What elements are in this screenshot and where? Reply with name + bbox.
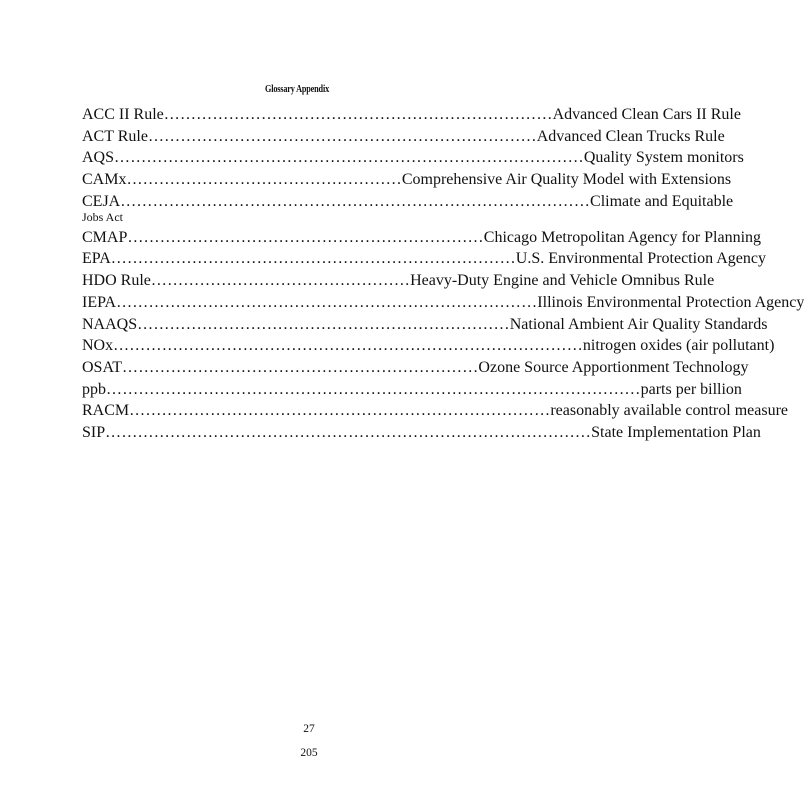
entry-definition: National Ambient Air Quality Standards [509, 315, 768, 333]
entry-definition: Comprehensive Air Quality Model with Extensions [401, 171, 732, 189]
leader-dots: …………………………………………………………………… [129, 402, 551, 420]
page-title: Glossary Appendix [264, 84, 330, 95]
entry-term: OSAT [82, 358, 123, 376]
glossary-entry [82, 314, 768, 336]
leader-dots: ………………………………………………………………… [110, 250, 516, 268]
leader-dots: ………………………………………………………… [127, 228, 484, 246]
glossary-entry [82, 104, 741, 126]
leader-dots: ………………………………………… [150, 272, 411, 290]
entry-definition: Advanced Clean Trucks Rule [536, 127, 725, 145]
glossary-entry [82, 169, 732, 191]
entry-definition: Chicago Metropolitan Agency for Planning [483, 228, 762, 246]
entry-definition: Ozone Source Apportionment Technology [478, 358, 749, 376]
glossary-entry [82, 379, 742, 401]
entry-term: EPA [82, 250, 111, 268]
entry-definition: nitrogen oxides (air pollutant) [582, 337, 775, 355]
glossary-entry [82, 248, 766, 270]
glossary-entry [82, 191, 734, 227]
entry-term: CAMx [82, 171, 127, 189]
glossary-entry [82, 147, 744, 169]
entry-definition: U.S. Environmental Protection Agency [515, 250, 766, 268]
entry-term: RACM [82, 402, 130, 420]
entry-definition-continuation: Jobs Act [82, 209, 124, 224]
leader-dots: ……………………………………………………………………………… [105, 423, 592, 441]
entry-definition: Quality System monitors [583, 149, 744, 167]
entry-definition: parts per billion [640, 380, 742, 398]
entry-term: SIP [82, 423, 106, 441]
entry-term: NAAQS [82, 315, 138, 333]
entry-definition: State Implementation Plan [591, 423, 761, 441]
glossary-entry [82, 422, 761, 444]
leader-dots: …………………………………………………………… [137, 315, 510, 333]
entry-definition: Climate and Equitable [590, 192, 734, 210]
leader-dots: …………………………………………………………………… [116, 293, 538, 311]
leader-dots: ……………………………………………………………… [147, 127, 537, 145]
glossary-entry [82, 335, 775, 357]
entry-term: ACC II Rule [82, 106, 164, 123]
leader-dots: ……………………………………………………………… [163, 106, 553, 123]
glossary-entry [82, 292, 804, 314]
entry-definition: Heavy-Duty Engine and Vehicle Omnibus Rule [410, 272, 715, 290]
entry-definition: Illinois Environmental Protection Agency [537, 293, 804, 311]
entry-term: NOx [82, 337, 114, 355]
leader-dots: ……………………………………………………………………………………… [106, 380, 641, 398]
page-number: 27 [303, 723, 315, 735]
leader-dots: …………………………………………………………………………… [120, 192, 591, 210]
entry-term: ppb [82, 380, 106, 398]
document-page-number: 205 [300, 747, 318, 759]
glossary-entry [82, 270, 715, 292]
entry-term: AQS [82, 149, 115, 167]
entry-term: IEPA [82, 293, 117, 311]
entry-term: HDO Rule [82, 272, 151, 290]
leader-dots: ………………………………………………………… [122, 358, 479, 376]
entry-definition: reasonably available control measure [550, 402, 788, 420]
leader-dots: …………………………………………………………………………… [113, 337, 583, 355]
glossary-list [82, 104, 804, 444]
entry-term: ACT Rule [82, 127, 148, 145]
entry-definition: Advanced Clean Cars II Rule [552, 106, 741, 123]
entry-term: CEJA [82, 192, 121, 210]
leader-dots: …………………………………………… [126, 171, 402, 189]
glossary-entry [82, 126, 725, 148]
glossary-entry [82, 357, 749, 379]
entry-term: CMAP [82, 228, 128, 246]
glossary-entry [82, 227, 762, 249]
leader-dots: …………………………………………………………………………… [114, 149, 584, 167]
glossary-entry [82, 400, 788, 422]
